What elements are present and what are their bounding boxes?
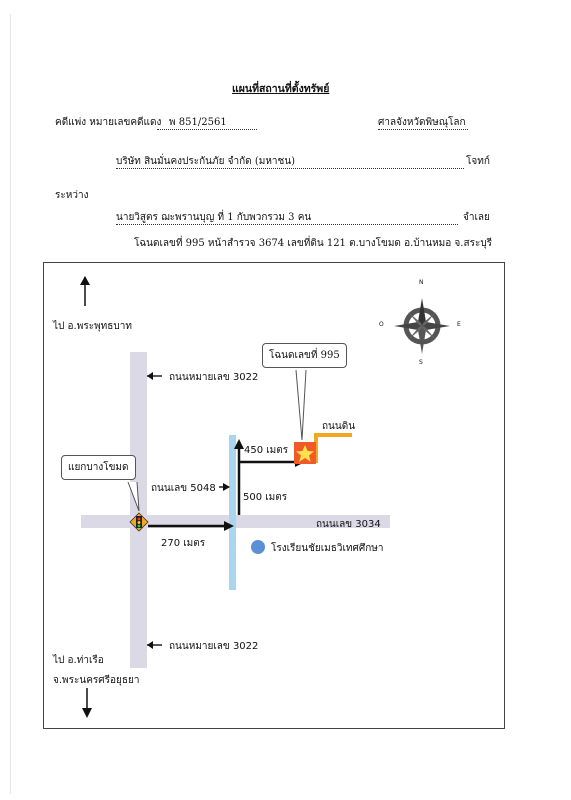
- to-south-label-1: ไป อ.ท่าเรือ: [53, 655, 104, 666]
- plaintiff-name: บริษัท สินมั่นคงประกันภัย จำกัด (มหาชน): [116, 156, 464, 169]
- dirt-road-path: [316, 435, 352, 463]
- between-label: ระหว่าง: [55, 190, 89, 201]
- distance-450-label: 450 เมตร: [244, 445, 289, 456]
- to-south-label-2: จ.พระนครศรีอยุธยา: [53, 675, 140, 686]
- case-label: คดีแพ่ง หมายเลขคดีแดง: [55, 117, 162, 128]
- defendant-name: นายวิสูตร ฌะพรานบุญ ที่ 1 กับพวกรวม 3 คน: [116, 212, 458, 225]
- distance-500-label: 500 เมตร: [243, 492, 288, 503]
- location-map: [43, 262, 505, 729]
- compass-s: S: [419, 359, 423, 366]
- junction-callout-tail: [128, 482, 139, 511]
- road-3034-label: ถนนเลข 3034: [316, 519, 381, 530]
- south-arrow-icon: [82, 688, 92, 718]
- compass-n: N: [419, 279, 424, 286]
- page-edge: [10, 14, 11, 794]
- road-3022-bottom-label: ถนนหมายเลข 3022: [169, 641, 259, 652]
- court-name: ศาลจังหวัดพิษณุโลก: [378, 117, 468, 130]
- to-north-label: ไป อ.พระพุทธบาท: [53, 321, 132, 332]
- road-5048-label: ถนนเลข 5048: [151, 483, 216, 494]
- compass-e: E: [457, 321, 461, 328]
- north-arrow-icon: [80, 276, 90, 306]
- school-marker-icon: [251, 540, 265, 554]
- road-3022-top-label: ถนนหมายเลข 3022: [169, 372, 259, 383]
- distance-270-label: 270 เมตร: [161, 538, 206, 549]
- route-arrow-270m: [148, 521, 234, 531]
- deed-info: โฉนดเลขที่ 995 หน้าสำรวจ 3674 เลขที่ดิน 121 ต.บางโขมด อ.บ้านหมอ จ.สระบุรี: [134, 238, 493, 249]
- deed-callout: โฉนดเลขที่ 995: [262, 343, 347, 368]
- compass-rose-icon: [394, 298, 450, 354]
- pointer-arrow-3022-top: [147, 372, 162, 380]
- traffic-light-icon: [130, 513, 148, 531]
- deed-callout-tail: [296, 370, 306, 440]
- dirt-road-label: ถนนดิน: [322, 421, 356, 432]
- school-label: โรงเรียนชัยเมธวิเทศศึกษา: [271, 543, 384, 554]
- document-title: แผนที่สถานที่ตั้งทรัพย์: [232, 83, 330, 95]
- junction-callout: แยกบางโขมด: [61, 455, 136, 480]
- plaintiff-role: โจทก์: [466, 156, 490, 167]
- compass-w: O: [379, 321, 384, 328]
- pointer-arrow-3022-bottom: [147, 641, 162, 649]
- property-marker-icon: [294, 442, 316, 464]
- defendant-role: จำเลย: [463, 212, 490, 223]
- pointer-arrow-5048: [219, 483, 230, 491]
- case-number: พ 851/2561: [157, 117, 257, 130]
